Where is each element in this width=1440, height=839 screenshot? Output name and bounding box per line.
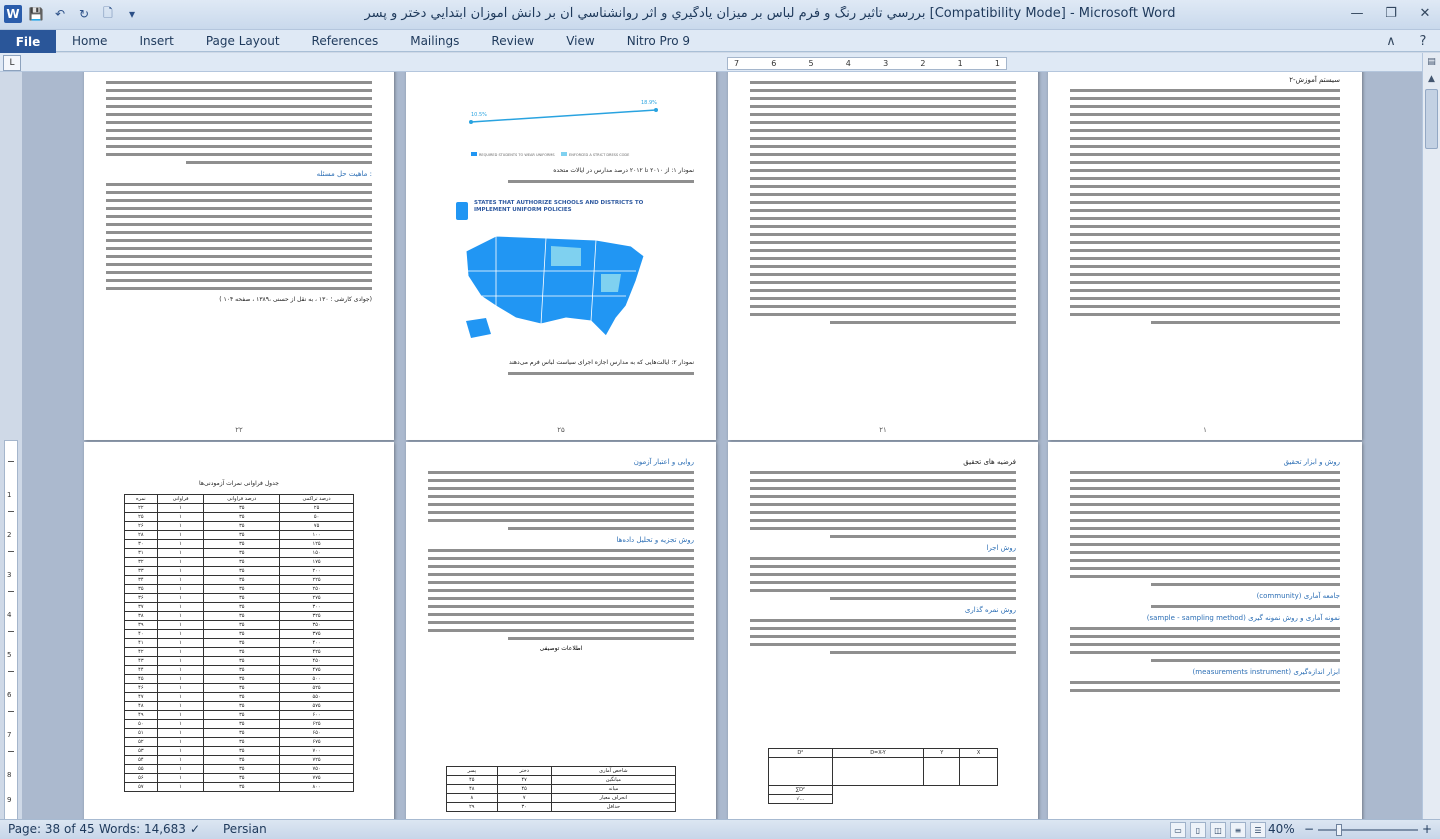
tab-selector-button[interactable]: L <box>3 55 21 71</box>
ruler-number: 5 <box>808 59 814 68</box>
table-header: درصد تراکمی <box>280 495 354 504</box>
table-cell: ۱ <box>157 603 204 612</box>
proofing-icon[interactable]: ✓ <box>190 822 201 836</box>
tab-insert[interactable]: Insert <box>139 34 174 48</box>
descriptive-table <box>446 766 676 812</box>
table-cell: ۴۰۰ <box>280 639 354 648</box>
table-header: فراوانی <box>157 495 204 504</box>
table-cell: ۳۰ <box>497 803 551 812</box>
tab-view[interactable]: View <box>566 34 595 48</box>
table-cell: ۳۵ <box>204 621 280 630</box>
table-row <box>125 594 354 603</box>
tab-home[interactable]: Home <box>72 34 108 48</box>
table-cell: ۳۱ <box>125 549 158 558</box>
table-cell: ۷۰۰ <box>280 747 354 756</box>
legend-swatch-light <box>561 152 567 156</box>
document-page[interactable] <box>1048 442 1362 819</box>
map-region-light <box>551 246 581 266</box>
table-cell: ۳۵۰ <box>280 621 354 630</box>
table-cell: ۳۵ <box>125 585 158 594</box>
word-logo-icon[interactable]: W <box>4 5 22 23</box>
line-chart <box>466 82 666 162</box>
table-header: درصد فراوانی <box>204 495 280 504</box>
table-cell: ۳۵ <box>204 684 280 693</box>
table-cell: ۳۵ <box>204 675 280 684</box>
table-cell: ۱ <box>157 720 204 729</box>
draft-view-icon[interactable]: ☰ <box>1250 822 1266 838</box>
section-heading: روش نمره گذاری <box>964 606 1016 614</box>
table-cell: ۳۵ <box>204 576 280 585</box>
table-cell: ۵۴ <box>125 756 158 765</box>
zoom-level[interactable]: 40% <box>1268 822 1295 836</box>
map-title: STATES THAT AUTHORIZE SCHOOLS AND DISTRICTS TO IMPLEMENT UNIFORM POLICIES <box>474 200 644 213</box>
table-cell: ۳۵ <box>204 603 280 612</box>
table-cell: ۵۷۵ <box>280 702 354 711</box>
legend-swatch-blue <box>471 152 477 156</box>
table-row <box>125 774 354 783</box>
table-cell: ۱ <box>157 684 204 693</box>
table-cell: ۵۵۰ <box>280 693 354 702</box>
table-cell: ۵۷ <box>125 783 158 792</box>
table-cell: ۳۷۵ <box>280 630 354 639</box>
table-cell: ۷۵۰ <box>280 765 354 774</box>
table-cell: ۵۶ <box>125 774 158 783</box>
full-screen-view-icon[interactable]: ▯ <box>1190 822 1206 838</box>
table-cell: ۳۴ <box>125 576 158 585</box>
table-cell: ۳۵ <box>204 513 280 522</box>
table-row <box>125 783 354 792</box>
table-cell: ۳۵ <box>204 648 280 657</box>
table-header: پسر <box>447 767 498 776</box>
table-cell: ۱ <box>157 747 204 756</box>
table-cell: ۱ <box>157 693 204 702</box>
frequency-table <box>124 494 354 792</box>
legend-label: REQUIRED STUDENTS TO WEAR UNIFORMS <box>479 153 555 157</box>
table-cell: ۳۵ <box>204 756 280 765</box>
table-cell: ۱ <box>157 738 204 747</box>
table-cell: میانگین <box>551 776 675 785</box>
table-cell: ۱ <box>157 639 204 648</box>
chart-label: 10.5% <box>471 112 487 118</box>
table-cell: ۲۷۵ <box>280 594 354 603</box>
table-cell: ۶۲۵ <box>280 720 354 729</box>
table-cell: ۳۵ <box>204 747 280 756</box>
table-cell: ۳۵ <box>204 639 280 648</box>
ruler-number: 3 <box>883 59 889 68</box>
table-row <box>125 684 354 693</box>
us-map <box>456 226 656 346</box>
table-title: اطلاعات توصیفی <box>539 645 583 652</box>
table-cell: ۴۸ <box>125 702 158 711</box>
ruler-number: 4 <box>845 59 851 68</box>
table-header: دختر <box>497 767 551 776</box>
vruler-number: 4 <box>7 611 12 619</box>
table-cell: ۱ <box>157 576 204 585</box>
table-cell: ۲۸ <box>125 531 158 540</box>
table-cell: ۲۵۰ <box>280 585 354 594</box>
table-cell: ۴۵ <box>447 776 498 785</box>
table-cell: ۳۵ <box>204 720 280 729</box>
tab-review[interactable]: Review <box>491 34 535 48</box>
legend-label: ENFORCED A STRICT DRESS CODE <box>569 153 630 157</box>
vruler-number: 1 <box>7 491 12 499</box>
table-cell: انحراف معیار <box>551 794 675 803</box>
vruler-number: 8 <box>7 771 12 779</box>
ribbon-tabs <box>56 30 706 52</box>
zoom-out-icon[interactable]: − <box>1304 822 1315 836</box>
document-page[interactable] <box>406 72 716 440</box>
page-number: ۲۵ <box>557 426 565 434</box>
map-alaska <box>466 318 491 338</box>
table-cell: ۳۵ <box>204 774 280 783</box>
table-row <box>125 756 354 765</box>
table-cell: ۳۶ <box>125 594 158 603</box>
chart-point <box>654 108 658 112</box>
table-row <box>125 504 354 513</box>
table-cell: ۳۵ <box>204 531 280 540</box>
table-cell: ۳۵ <box>204 558 280 567</box>
table-row <box>125 621 354 630</box>
redo-icon[interactable]: ↻ <box>78 7 90 21</box>
table-row <box>125 702 354 711</box>
chart-caption: نمودار ۱: از ۲۰۱۰ تا ۲۰۱۲ درصد مدارس در ایالات متحده <box>553 167 694 174</box>
tab-mailings[interactable]: Mailings <box>410 34 460 48</box>
tab-nitro-pro[interactable]: Nitro Pro 9 <box>626 34 691 48</box>
table-cell: ۵۰ <box>125 720 158 729</box>
scroll-up-icon[interactable]: ▲ <box>1428 73 1435 84</box>
table-cell: ۳۲ <box>125 558 158 567</box>
undo-icon[interactable]: ↶ <box>54 7 66 21</box>
chart-point <box>469 120 473 124</box>
table-cell: ۱ <box>157 594 204 603</box>
table-cell: ۳۳ <box>125 567 158 576</box>
section-heading: (community) جامعه آماری <box>1256 592 1340 600</box>
table-cell: ۴۰ <box>125 630 158 639</box>
page-heading: ۲-سیستم آموزش <box>1289 76 1340 84</box>
table-cell: میانه <box>551 785 675 794</box>
table-row <box>125 567 354 576</box>
page-count-status[interactable]: Page: 38 of 45 <box>8 822 95 836</box>
close-button[interactable]: ✕ <box>1419 5 1431 21</box>
table-row <box>125 585 354 594</box>
tab-references[interactable]: References <box>311 34 379 48</box>
table-row <box>125 558 354 567</box>
table-cell: ۴۱ <box>125 639 158 648</box>
table-row <box>125 765 354 774</box>
vruler-number: 3 <box>7 571 12 579</box>
minimize-ribbon-icon[interactable]: ∧ <box>1386 33 1396 49</box>
citation-text: (جوادی کارشی ؛ ۱۳۰ ، به نقل از حسنی ،۱۳۸۹ ، صفحه ۱۰۴ ) <box>219 296 372 303</box>
table-cell: ۱ <box>157 522 204 531</box>
table-cell: ۱ <box>157 558 204 567</box>
table-cell: ۵۲۵ <box>280 684 354 693</box>
table-row <box>125 720 354 729</box>
chart-line <box>471 110 656 122</box>
minimize-button[interactable]: — <box>1350 5 1364 21</box>
table-header: شاخص آماری <box>551 767 675 776</box>
table-cell: ۲۵ <box>280 504 354 513</box>
page-heading: روایی و اعتبار آزمون <box>633 458 694 466</box>
table-cell: ۳۵ <box>204 657 280 666</box>
section-heading: روش اجرا <box>986 544 1016 552</box>
quick-access-toolbar <box>4 4 142 24</box>
table-cell: ۳۵ <box>204 783 280 792</box>
table-header: D=X-Y <box>832 749 924 758</box>
table-cell: ۵۰۰ <box>280 675 354 684</box>
table-header: نمره <box>125 495 158 504</box>
tab-page-layout[interactable]: Page Layout <box>205 34 280 48</box>
table-cell: ۱۵۰ <box>280 549 354 558</box>
table-cell: ۱۰۰ <box>280 531 354 540</box>
document-area[interactable] <box>22 72 1422 819</box>
table-cell: ۱ <box>157 765 204 774</box>
ribbon-right-controls <box>1380 32 1434 50</box>
status-bar <box>0 819 1440 839</box>
table-cell: ۸ <box>447 794 498 803</box>
table-cell: ۴۷۵ <box>280 666 354 675</box>
table-cell: ۵۵ <box>125 765 158 774</box>
table-cell: ۳۵ <box>204 567 280 576</box>
table-cell: ۴۵ <box>125 675 158 684</box>
file-tab[interactable]: File <box>0 30 56 53</box>
table-cell: ۳۲۵ <box>280 612 354 621</box>
table-cell: ۳۹ <box>125 621 158 630</box>
table-cell: ۳۸ <box>125 612 158 621</box>
table-cell: ۲۰۰ <box>280 567 354 576</box>
table-row <box>125 648 354 657</box>
vruler-number: 5 <box>7 651 12 659</box>
table-cell: ۷۵ <box>280 522 354 531</box>
table-cell: ۷۲۵ <box>280 756 354 765</box>
table-cell: ۱ <box>157 711 204 720</box>
page-number: ۲۲ <box>235 426 243 434</box>
help-icon[interactable]: ? <box>1419 33 1427 49</box>
section-heading: (measurements instrument) ابزار اندازه‌گیری <box>1192 668 1340 676</box>
page-heading: فرضیه های تحقیق <box>963 458 1016 466</box>
table-cell: ۸۰۰ <box>280 783 354 792</box>
table-cell: ۱ <box>157 648 204 657</box>
ruler-row <box>0 53 1440 72</box>
table-cell: ۱ <box>157 783 204 792</box>
document-page[interactable] <box>406 442 716 819</box>
zoom-slider[interactable] <box>1318 829 1418 831</box>
ruler-number: 6 <box>771 59 777 68</box>
save-icon[interactable]: 💾 <box>28 7 44 21</box>
ruler-number: 7 <box>734 59 740 68</box>
table-cell: ۱ <box>157 630 204 639</box>
table-cell: ۷۷۵ <box>280 774 354 783</box>
table-row <box>125 666 354 675</box>
table-cell: ۱ <box>157 549 204 558</box>
restore-button[interactable]: ❐ <box>1385 5 1397 21</box>
table-row <box>125 693 354 702</box>
vertical-ruler[interactable] <box>4 440 18 820</box>
table-header: D² <box>769 749 833 758</box>
table-row <box>125 738 354 747</box>
table-cell: ۳۵ <box>204 765 280 774</box>
table-cell: ۴۷ <box>497 776 551 785</box>
table-row <box>125 576 354 585</box>
new-document-icon[interactable]: 🗋 <box>103 5 113 20</box>
chart-label: 18.9% <box>641 100 657 106</box>
table-cell: ۳۵ <box>204 738 280 747</box>
table-row <box>125 612 354 621</box>
table-cell: ۱۲۵ <box>280 540 354 549</box>
table-cell: ۴۶ <box>125 684 158 693</box>
table-cell: ۱۷۵ <box>280 558 354 567</box>
table-cell: ۱ <box>157 774 204 783</box>
table-cell: ۱ <box>157 567 204 576</box>
table-cell: ۵۰ <box>280 513 354 522</box>
uniform-icon <box>456 202 468 220</box>
table-cell: ۴۲ <box>125 648 158 657</box>
table-cell: ۱ <box>157 612 204 621</box>
web-layout-view-icon[interactable]: ◫ <box>1210 822 1226 838</box>
document-page[interactable] <box>728 442 1038 819</box>
table-cell: ۲۲ <box>125 504 158 513</box>
vruler-number: 6 <box>7 691 12 699</box>
table-cell: ۱ <box>157 585 204 594</box>
table-cell: ۲۹ <box>447 803 498 812</box>
document-page[interactable] <box>728 72 1038 440</box>
table-row <box>125 747 354 756</box>
vertical-scrollbar[interactable] <box>1422 53 1440 819</box>
page-number: ۲۱ <box>879 426 887 434</box>
table-cell: ۳۵ <box>204 612 280 621</box>
zoom-in-icon[interactable]: + <box>1422 822 1433 836</box>
window-controls <box>1346 4 1436 22</box>
table-cell: ۱ <box>157 657 204 666</box>
table-cell: ۱ <box>157 666 204 675</box>
table-cell: ۳۵ <box>204 522 280 531</box>
table-cell: ۱ <box>157 729 204 738</box>
table-cell: ۳۰۰ <box>280 603 354 612</box>
table-cell: ۴۳ <box>125 657 158 666</box>
horizontal-ruler[interactable] <box>727 57 1007 70</box>
zoom-slider-thumb[interactable] <box>1336 824 1342 836</box>
table-cell: ۳۵ <box>204 504 280 513</box>
language-status[interactable]: Persian <box>223 822 267 836</box>
table-row <box>125 522 354 531</box>
table-cell: ۵۱ <box>125 729 158 738</box>
view-ruler-icon[interactable]: ▤ <box>1427 56 1436 67</box>
table-cell: ۱ <box>157 675 204 684</box>
table-row <box>125 711 354 720</box>
table-cell: ∑D² <box>769 786 833 795</box>
table-cell: ۱ <box>157 531 204 540</box>
document-page[interactable] <box>84 72 394 440</box>
table-cell: ۳۵ <box>204 702 280 711</box>
section-heading: (sample - sampling method) نمونه آماری و روش نمونه گیری <box>1146 614 1340 622</box>
table-cell: ۱ <box>157 504 204 513</box>
table-cell: ۱ <box>157 702 204 711</box>
table-cell: ۱ <box>157 513 204 522</box>
table-row <box>125 540 354 549</box>
table-cell: ۳۵ <box>204 729 280 738</box>
table-cell: ۳۰ <box>125 540 158 549</box>
table-cell: ۶۰۰ <box>280 711 354 720</box>
table-row <box>125 639 354 648</box>
table-cell: ۴۲۵ <box>280 648 354 657</box>
table-cell: ۲۶ <box>125 522 158 531</box>
table-row <box>125 675 354 684</box>
table-cell: ۳۵ <box>204 666 280 675</box>
table-cell: √... <box>769 795 833 804</box>
page-number: ۱ <box>1203 426 1207 434</box>
section-heading: روش تجزیه و تحلیل داده‌ها <box>616 536 694 544</box>
table-cell: ۴۴ <box>125 666 158 675</box>
table-row <box>125 531 354 540</box>
table-cell: ۱ <box>157 756 204 765</box>
table-cell: ۳۵ <box>204 594 280 603</box>
table-cell: ۵۳ <box>125 747 158 756</box>
scrollbar-thumb[interactable] <box>1425 89 1438 149</box>
word-count-status[interactable]: Words: 14,683 <box>99 822 186 836</box>
table-cell: ۳۵ <box>204 711 280 720</box>
vruler-number: 7 <box>7 731 12 739</box>
table-cell: ۴۷ <box>125 693 158 702</box>
table-header: X <box>960 749 998 758</box>
table-cell: ۳۷ <box>125 603 158 612</box>
table-cell: ۳۵ <box>204 549 280 558</box>
outline-view-icon[interactable]: ≡ <box>1230 822 1246 838</box>
table-cell: ۲۲۵ <box>280 576 354 585</box>
table-cell: ۱ <box>157 540 204 549</box>
table-cell: ۶۵۰ <box>280 729 354 738</box>
table-cell: ۳۵ <box>204 540 280 549</box>
customize-qat-icon[interactable]: ▾ <box>128 7 136 21</box>
ruler-number: 2 <box>920 59 926 68</box>
table-cell: ۵۲ <box>125 738 158 747</box>
document-page[interactable] <box>1048 72 1362 440</box>
table-row <box>125 513 354 522</box>
table-cell: حداقل <box>551 803 675 812</box>
print-layout-view-icon[interactable]: ▭ <box>1170 822 1186 838</box>
table-row <box>125 729 354 738</box>
vruler-number: 9 <box>7 796 12 804</box>
table-title: جدول فراوانی نمرات آزمودنی‌ها <box>199 480 279 487</box>
map-caption: نمودار ۲: ایالت‌هایی که به مدارس اجازه اجرای سیاست لباس فرم می‌دهند <box>508 359 694 366</box>
map-region-light <box>601 274 621 292</box>
table-row <box>125 549 354 558</box>
window-title: بررسي تاثير رنگ و فرم لباس بر ميزان يادگيري و اثر روانشناسي آن بر دانش آموزان ابتدايي دختر و پسر [Compatibility Mode] - Microsoft Word <box>364 6 1176 21</box>
table-row <box>125 630 354 639</box>
table-cell: ۶۷۵ <box>280 738 354 747</box>
table-cell: ۴۵۰ <box>280 657 354 666</box>
ruler-number: 1 <box>957 59 963 68</box>
table-row <box>125 657 354 666</box>
page-heading: روش و ابزار تحقیق <box>1283 458 1340 466</box>
table-cell: ۳۵ <box>204 585 280 594</box>
table-cell: ۴۵ <box>497 785 551 794</box>
table-row <box>125 603 354 612</box>
difference-table <box>768 748 998 804</box>
title-bar <box>0 0 1440 30</box>
table-cell: ۱ <box>157 621 204 630</box>
table-cell: ۷ <box>497 794 551 803</box>
table-cell: ۲۵ <box>125 513 158 522</box>
table-header: Y <box>924 749 960 758</box>
document-page[interactable] <box>84 442 394 819</box>
vruler-number: 2 <box>7 531 12 539</box>
table-cell: ۳۵ <box>204 693 280 702</box>
page-heading: ماهیت حل مسئله : <box>316 170 372 178</box>
ruler-number: 1 <box>994 59 1000 68</box>
table-cell: ۳۵ <box>204 630 280 639</box>
table-cell: ۴۹ <box>125 711 158 720</box>
table-cell: ۴۸ <box>447 785 498 794</box>
